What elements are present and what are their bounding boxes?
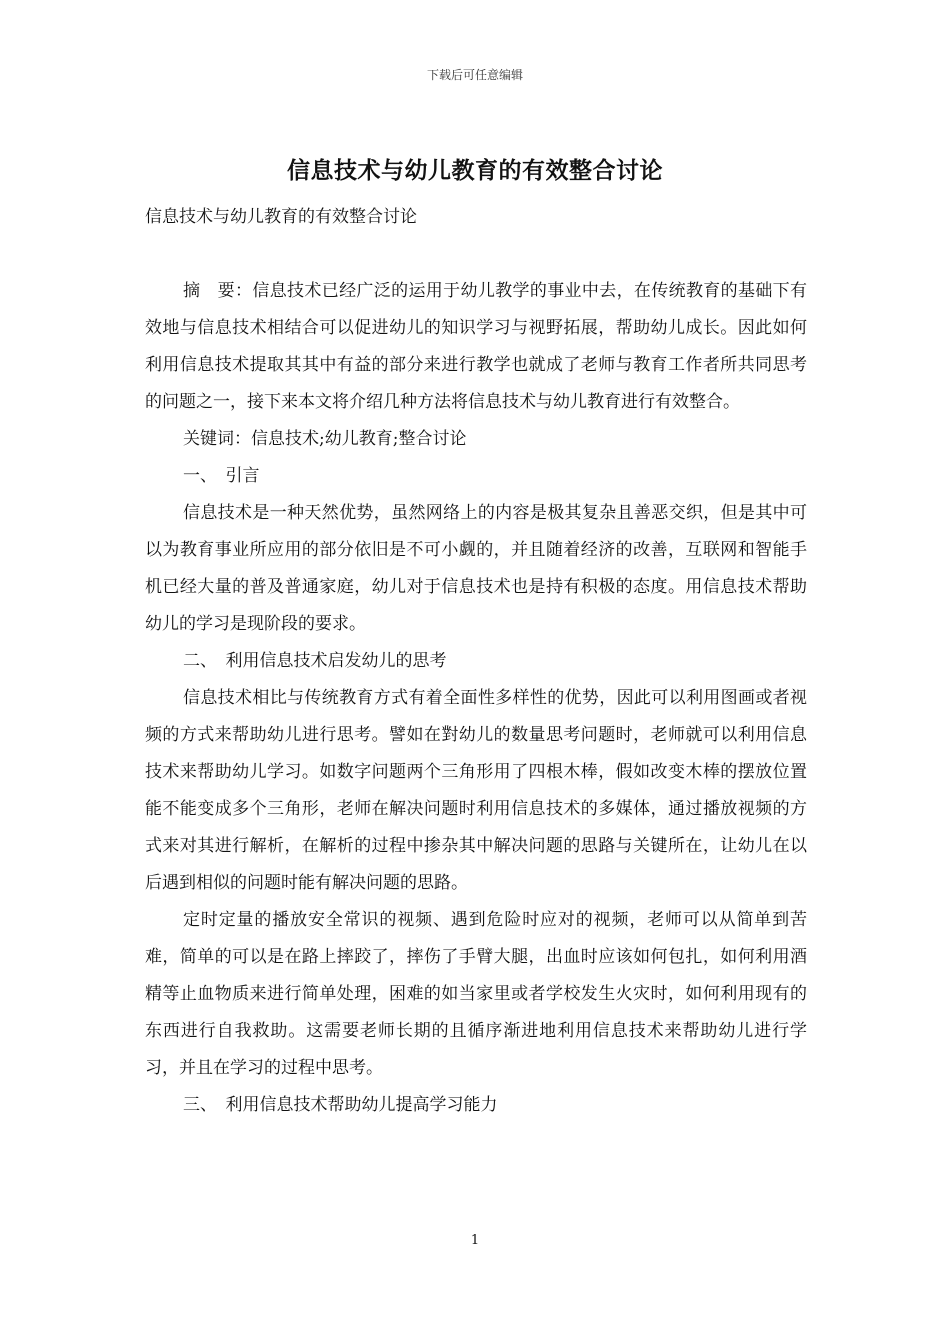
section-heading-2: 二、 利用信息技术启发幼儿的思考	[183, 651, 447, 671]
keywords-line: 关键词：信息技术;幼儿教育;整合讨论	[183, 429, 467, 449]
section-heading-1: 一、 引言	[183, 466, 260, 486]
body-paragraph: 定时定量的播放安全常识的视频、遇到危险时应对的视频，老师可以从简单到苦难，简单的可以是在路上摔跤了，摔伤了手臂大腿，出血时应该如何包扎，如何利用酒精等止血物质来进行简单处理，困难的如当家里或者学校发生火灾时，如何利用现有的东西进行自我救助。这需要老师长期的且循序渐进地利用信息技术来帮助幼儿进行学习，并且在学习的过程中思考。	[145, 910, 807, 1078]
page-number: 1	[470, 1233, 480, 1248]
document-title: 信息技术与幼儿教育的有效整合讨论	[287, 157, 663, 184]
section-heading-3: 三、 利用信息技术帮助幼儿提高学习能力	[183, 1095, 498, 1115]
document-body	[145, 199, 807, 1124]
body-paragraph: 信息技术相比与传统教育方式有着全面性多样性的优势，因此可以利用图画或者视频的方式来帮助幼儿进行思考。譬如在對幼儿的数量思考问题时，老师就可以利用信息技术来帮助幼儿学习。如数字问题两个三角形用了四根木棒，假如改变木棒的摆放位置能不能变成多个三角形，老师在解决问题时利用信息技术的多媒体，通过播放视频的方式来对其进行解析，在解析的过程中掺杂其中解决问题的思路与关键所在，让幼儿在以后遇到相似的问题时能有解决问题的思路。	[145, 688, 807, 893]
header-note: 下载后可任意编辑	[426, 68, 523, 82]
abstract-paragraph: 摘 要：信息技术已经广泛的运用于幼儿教学的事业中去，在传统教育的基础下有效地与信息技术相结合可以促进幼儿的知识学习与视野拓展，帮助幼儿成长。因此如何利用信息技术提取其其中有益的部分来进行教学也就成了老师与教育工作者所共同思考的问题之一，接下来本文将介绍几种方法将信息技术与幼儿教育进行有效整合。	[145, 281, 807, 412]
document-subtitle: 信息技术与幼儿教育的有效整合讨论	[145, 207, 417, 227]
body-paragraph: 信息技术是一种天然优势，虽然网络上的内容是极其复杂且善恶交织，但是其中可以为教育事业所应用的部分依旧是不可小觑的，并且随着经济的改善，互联网和智能手机已经大量的普及普通家庭，幼儿对于信息技术也是持有积极的态度。用信息技术帮助幼儿的学习是现阶段的要求。	[145, 503, 807, 634]
